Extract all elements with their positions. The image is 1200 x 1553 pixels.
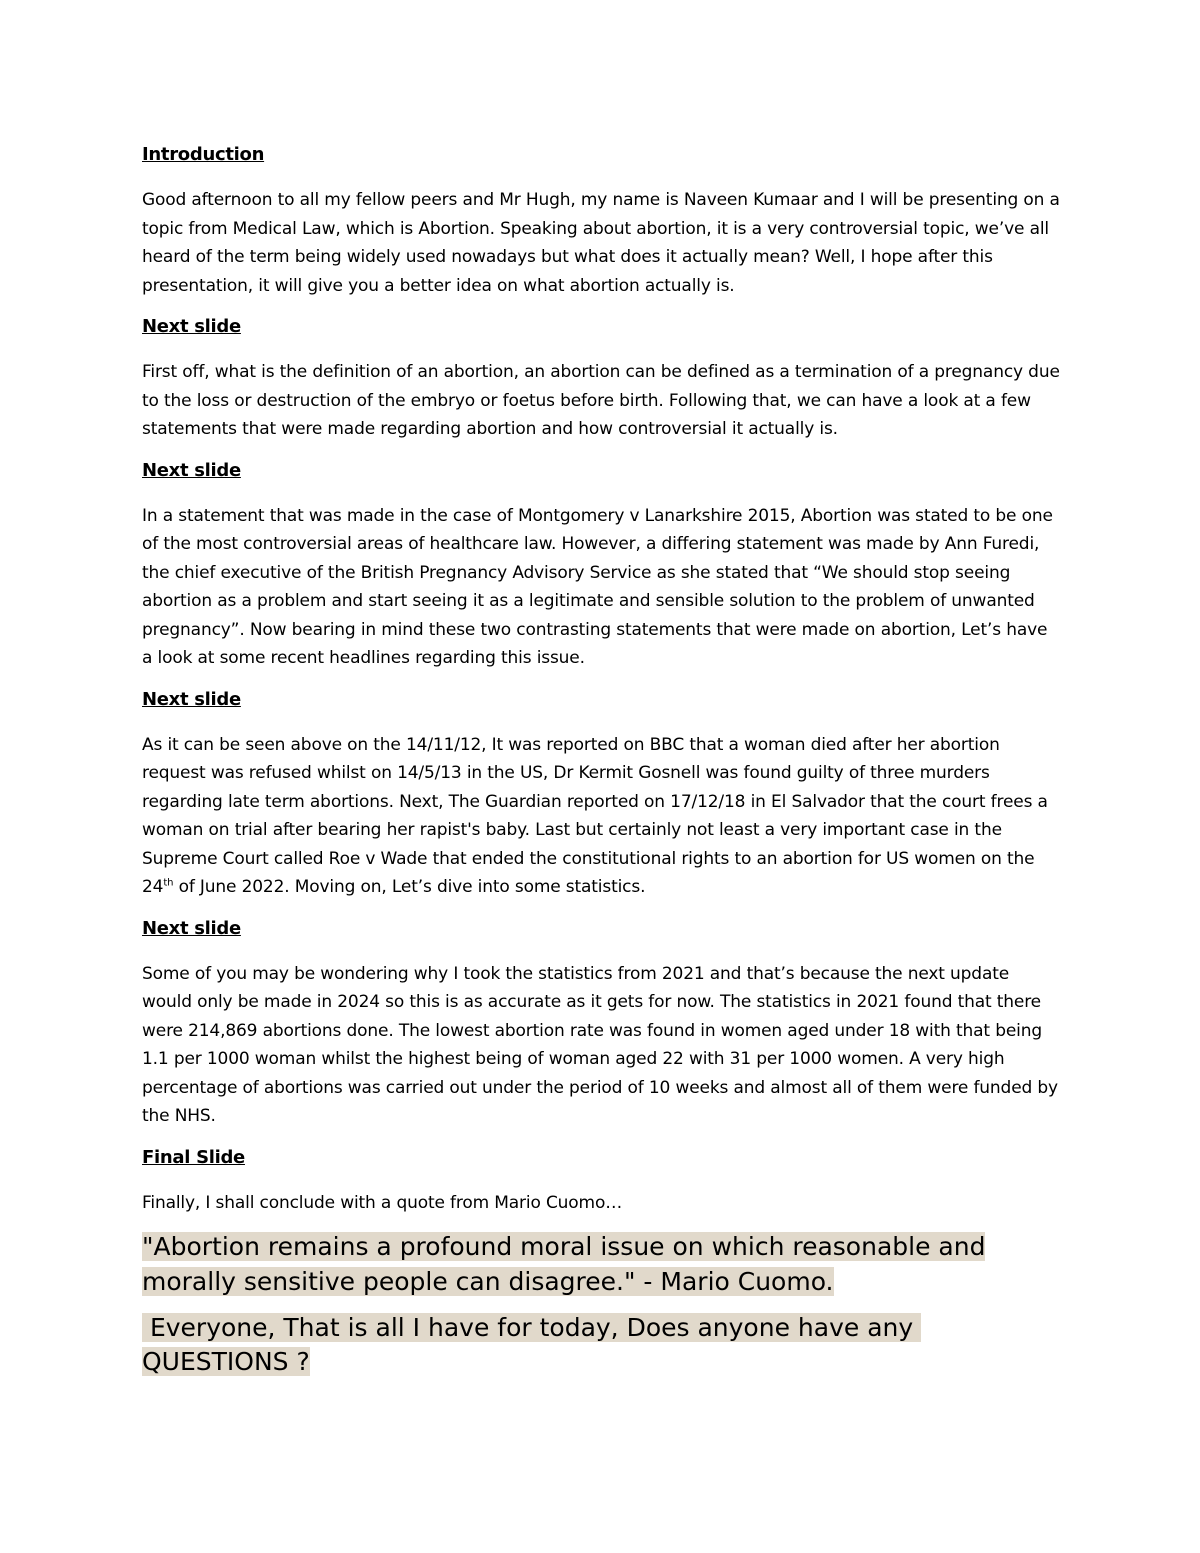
section-heading-next-slide-4: Next slide <box>142 917 241 939</box>
section-heading-introduction: Introduction <box>142 144 265 165</box>
closing-question <box>142 1311 1062 1379</box>
headlines-text-main: As it can be seen above on the 14/11/12, It was reported on BBC that a woman died after her abortion request was refused whilst on 14/5/13 in the US, Dr Kermit Gosnell was found guilty of three murders regarding late term abortions. Next, The Guardian reported on 17/12/18 in El Salvador that the court frees a woman on trial after bearing her rapist's baby. Last but certainly not least a very important case in the Supreme Court called Roe v Wade that ended the constitutional rights to an abortion for US women on the 24 <box>142 734 1048 897</box>
intro-paragraph: Good afternoon to all my fellow peers and Mr Hugh, my name is Naveen Kumaar and I will be presenting on a topic from Medical Law, which is Abortion. Speaking about abortion, it is a very controversial topic, we’ve all heard of the term being widely used nowadays but what does it actually mean? Well, I hope after this presentation, it will give you a better idea on what abortion actually is. <box>142 190 1060 296</box>
conclusion-intro-paragraph: Finally, I shall conclude with a quote from Mario Cuomo… <box>142 1192 623 1213</box>
statements-paragraph: In a statement that was made in the case of Montgomery v Lanarkshire 2015, Abortion was stated to be one of the most controversial areas of healthcare law. However, a differing statement was made by Ann Furedi, the chief executive of the British Pregnancy Advisory Service as she stated that “We should stop seeing abortion as a problem and start seeing it as a legitimate and sensible solution to the problem of unwanted pregnancy”. Now bearing in mind these two contrasting statements that were made on abortion, Let’s have a look at some recent headlines regarding this issue. <box>142 505 1053 668</box>
headlines-text-end: of June 2022. Moving on, Let’s dive into some statistics. <box>173 877 646 897</box>
section-heading-next-slide-3: Next slide <box>142 688 241 710</box>
section-heading-next-slide-2: Next slide <box>142 459 241 481</box>
ordinal-superscript: th <box>163 877 174 889</box>
statistics-paragraph: Some of you may be wondering why I took the statistics from 2021 and that’s because the next update would only be made in 2024 so this is as accurate as it gets for now. The statistics in 2021 found that there were 214,869 abortions done. The lowest abortion rate was found in women aged under 18 with that being 1.1 per 1000 woman whilst the highest being of woman aged 22 with 31 per 1000 women. A very high percentage of abortions was carried out under the period of 10 weeks and almost all of them were funded by the NHS. <box>142 963 1058 1126</box>
definition-paragraph: First off, what is the definition of an abortion, an abortion can be defined as a termination of a pregnancy due to the loss or destruction of the embryo or foetus before birth. Following that, we can have a look at a few statements that were made regarding abortion and how controversial it actually is. <box>142 362 1060 439</box>
headlines-paragraph <box>142 731 1062 902</box>
section-heading-final-slide: Final Slide <box>142 1146 245 1168</box>
closing-text: Everyone, That is all I have for today, Does anyone have any QUESTIONS ? <box>142 1313 922 1376</box>
highlighted-quote <box>142 1229 1062 1299</box>
quote-text: "Abortion remains a profound moral issue on which reasonable and morally sensitive people can disagree." - Mario Cuomo. <box>142 1232 986 1296</box>
section-heading-next-slide-1: Next slide <box>142 316 241 337</box>
document-page <box>142 140 1062 1379</box>
